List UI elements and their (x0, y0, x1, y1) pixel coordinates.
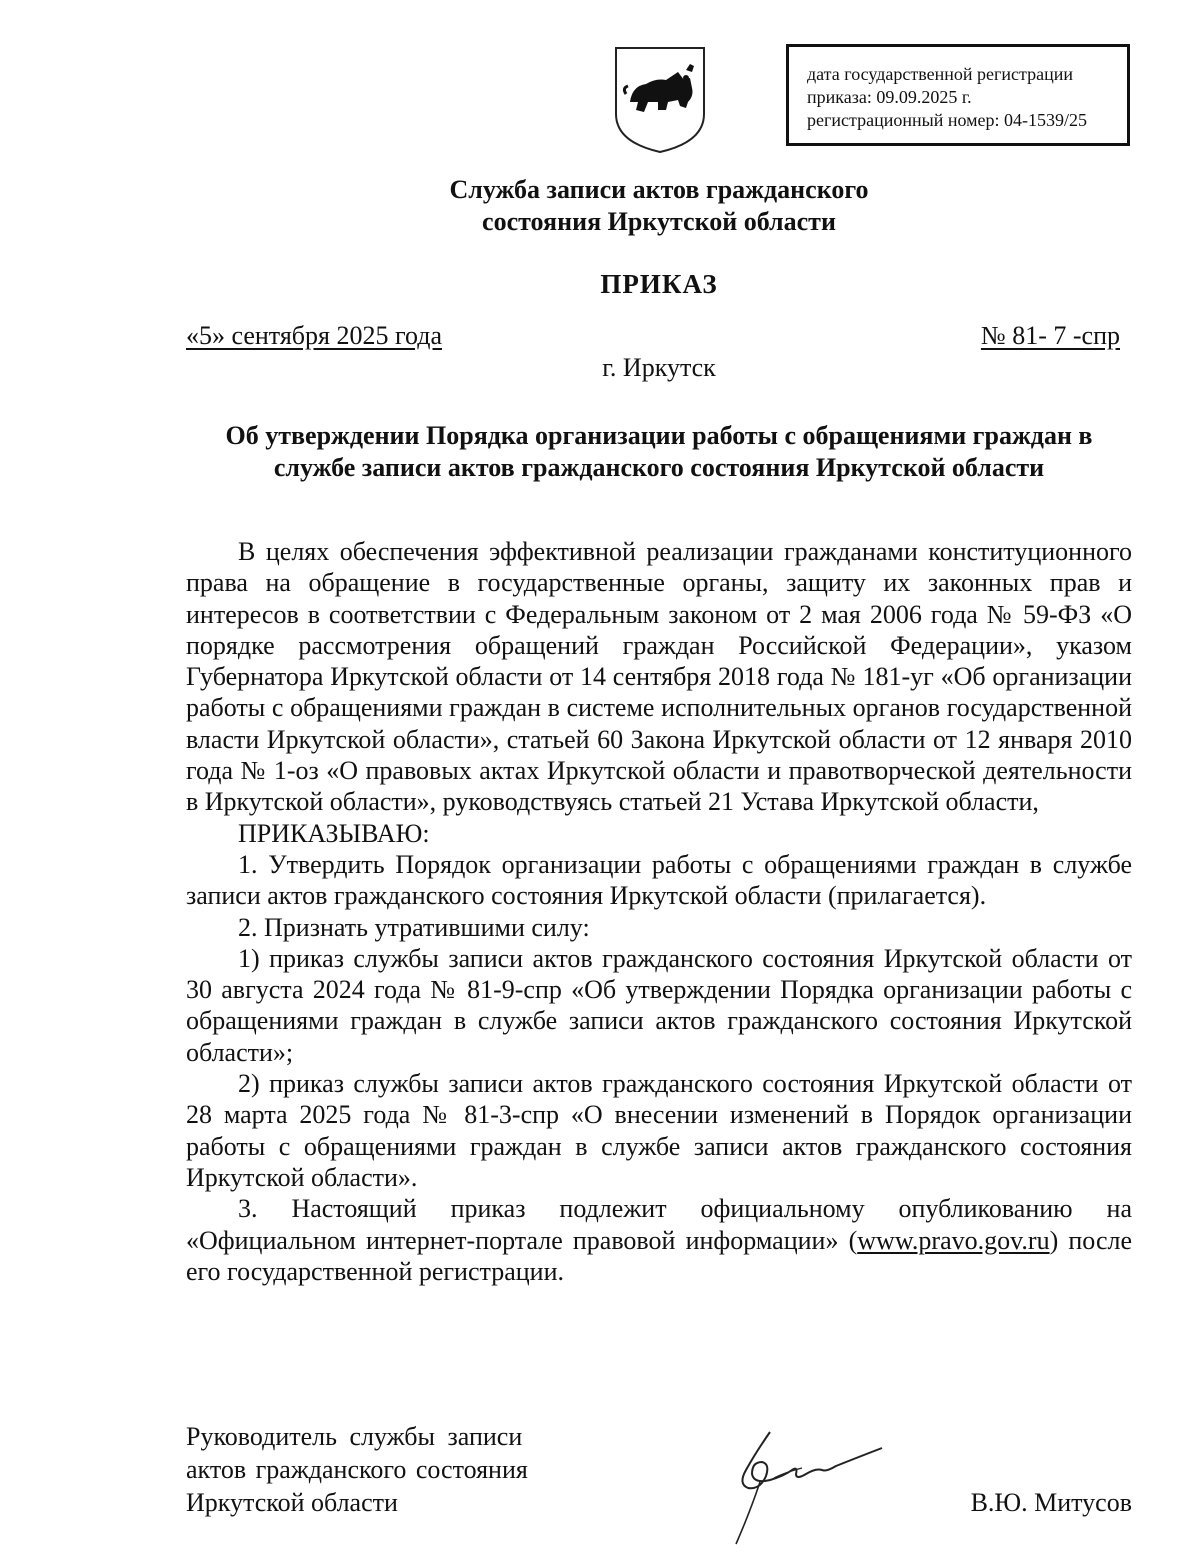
coat-of-arms-icon (608, 42, 712, 154)
registration-stamp-line2: приказа: 09.09.2025 г. (807, 87, 972, 107)
order-item-2-2: 2) приказ службы записи актов гражданского состояния Иркутской области от 28 марта 2025 года № 81-3-спр «О внесении изменений в Порядок организации работы с обращениями граждан в службе записи актов гражданского состояния Иркутской области». (186, 1069, 1132, 1192)
order-word: ПРИКАЗЫВАЮ: (238, 818, 430, 848)
signer-position (186, 1420, 566, 1519)
order-item-3-text: 3. Настоящий приказ подлежит официальному опубликованию на «Официальном интернет-портале правовой информации» ( (186, 1194, 1132, 1255)
signature-icon (726, 1422, 896, 1548)
order-item-3 (186, 1193, 1132, 1287)
order-date: «5» сентября 2025 года (186, 321, 443, 350)
signer-position-line2: актов гражданского состояния (186, 1455, 528, 1484)
order-item-2: 2. Признать утратившими силу: (238, 912, 590, 942)
order-item-1: 1. Утвердить Порядок организации работы с обращениями граждан в службе записи актов гражданского состояния Иркутской области (прилагается). (186, 849, 1132, 911)
document-body (186, 536, 1132, 1287)
registration-stamp (786, 44, 1130, 146)
signer-position-line1: Руководитель службы записи (186, 1422, 523, 1451)
pravo-portal-link[interactable]: www.pravo.gov.ru (857, 1225, 1050, 1255)
document-title: Об утверждении Порядка организации работы с обращениями граждан в службе записи актов гражданского состояния Иркутской области (225, 421, 1093, 482)
document-type: ПРИКАЗ (600, 269, 718, 299)
signer-position-line3: Иркутской области (186, 1488, 398, 1517)
order-item-3-text-end: ) после его государственной регистрации. (186, 1225, 1133, 1286)
registration-stamp-line3: регистрационный номер: 04-1539/25 (807, 110, 1087, 130)
signer-name: В.Ю. Митусов (970, 1488, 1132, 1517)
organization-name-line2: состояния Иркутской области (482, 207, 836, 236)
order-item-2-1: 1) приказ службы записи актов гражданского состояния Иркутской области от 30 августа 2024 года № 81-9-спр «Об утверждении Порядка организации работы с обращениями граждан в службе записи актов гражданского состояния Иркутской области»; (186, 943, 1132, 1067)
organization-name-line1: Служба записи актов гражданского (449, 175, 869, 204)
order-number: № 81- 7 -спр (980, 321, 1120, 350)
registration-stamp-line1: дата государственной регистрации (807, 64, 1074, 84)
preamble-paragraph: В целях обеспечения эффективной реализации гражданами конституционного права на обращение в государственные органы, защиту их законных прав и интересов в соответствии с Федеральным законом от 2 мая 2006 года № 59-ФЗ «О порядке рассмотрения обращений граждан Российской Федерации», указом Губернатора Иркутской области от 14 сентября 2018 года № 181-уг «Об организации работы с обращениями граждан в системе исполнительных органов государственной власти Иркутской области», статьей 60 Закона Иркутской области от 12 января 2010 года № 1-оз «О правовых актах Иркутской области и правотворческой деятельности в Иркутской области», руководствуясь статьей 21 Устава Иркутской области, (186, 537, 1132, 817)
order-city: г. Иркутск (602, 353, 716, 382)
